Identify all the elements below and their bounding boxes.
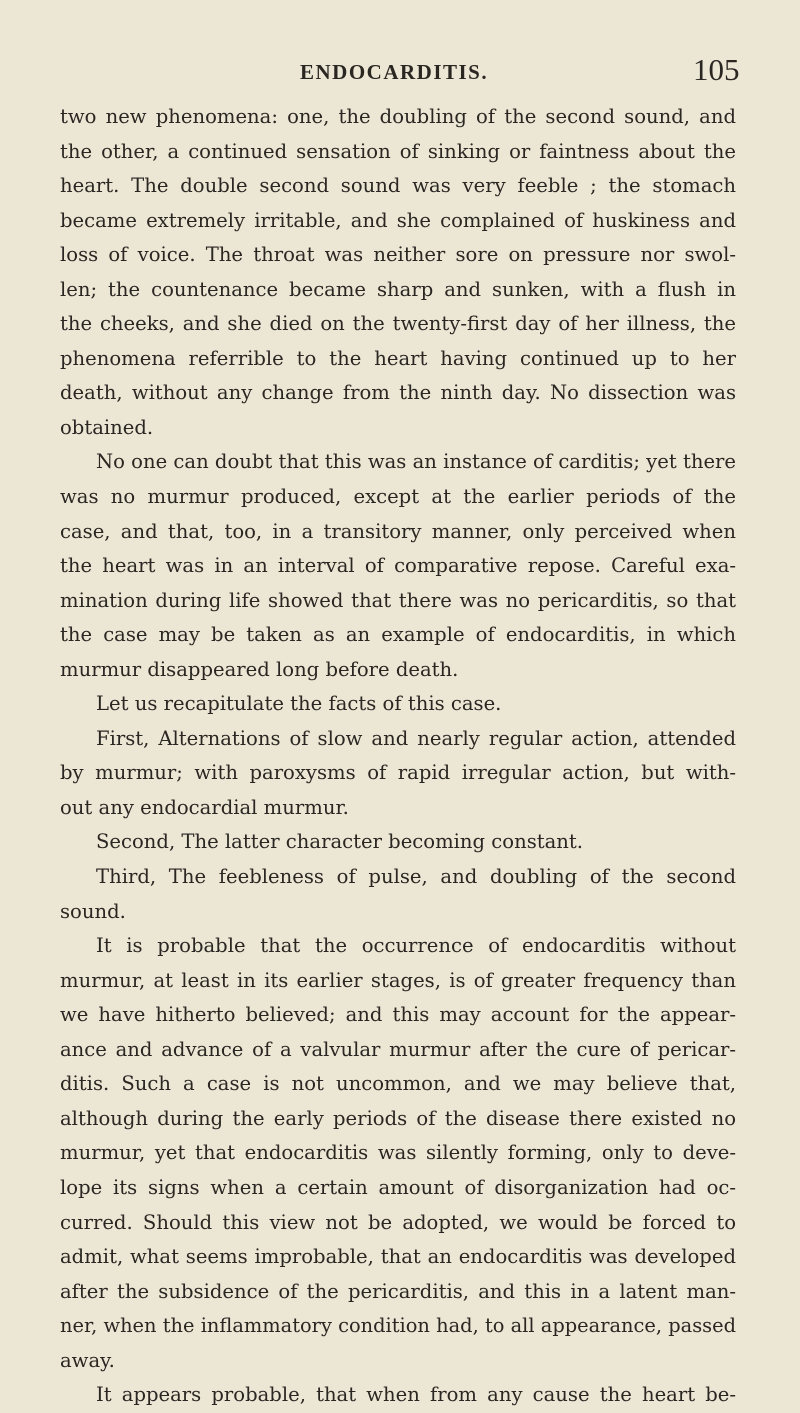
text-line: obtained. [60,415,154,439]
text-line: we have hitherto believed; and this may account for the appear- [60,1003,736,1027]
text-line: loss of voice. The throat was neither sore on pressure nor swol- [60,243,736,267]
text-line: curred. Should this view not be adopted, we would be forced to [60,1210,736,1234]
text-line: murmur, at least in its earlier stages, is of greater frequency than [60,968,736,992]
text-line: death, without any change from the ninth day. No dissection was [60,381,736,405]
body-text [60,100,736,1413]
text-line: mination during life showed that there was no pericarditis, so that [60,588,736,612]
text-line: lope its signs when a certain amount of disorganization had oc- [60,1175,736,1199]
text-line: although during the early periods of the disease there existed no [60,1106,736,1130]
text-line: ance and advance of a valvular murmur after the cure of pericar- [60,1037,736,1061]
page-header [0,52,800,92]
text-line: phenomena referrible to the heart having continued up to her [60,346,736,370]
text-line: Second, The latter character becoming constant. [96,830,584,854]
text-line: the case may be taken as an example of endocarditis, in which [60,623,736,647]
text-line: the heart was in an interval of comparative repose. Careful exa- [60,554,736,578]
text-line: out any endocardial murmur. [60,795,349,819]
text-line: away. [60,1348,115,1372]
text-line: two new phenomena: one, the doubling of the second sound, and [60,105,736,128]
text-line: sound. [60,899,126,923]
text-line: It appears probable, that when from any cause the heart be- [96,1383,736,1407]
text-line: murmur disappeared long before death. [60,657,459,681]
text-line: after the subsidence of the pericarditis, and this in a latent man- [60,1279,736,1303]
text-line: It is probable that the occurrence of endocarditis without [96,934,736,958]
text-line: Let us recapitulate the facts of this case. [96,692,502,716]
text-line: by murmur; with paroxysms of rapid irregular action, but with- [60,761,736,785]
page-number: 105 [693,52,740,87]
text-line: became extremely irritable, and she complained of huskiness and [60,208,736,232]
text-line: First, Alternations of slow and nearly regular action, attended [96,726,736,750]
text-line: ditis. Such a case is not uncommon, and we may believe that, [60,1072,736,1096]
text-line: len; the countenance became sharp and sunken, with a flush in [60,277,736,301]
text-line: the other, a continued sensation of sinking or faintness about the [60,139,736,163]
running-title: ENDOCARDITIS. [300,60,489,84]
text-line: was no murmur produced, except at the earlier periods of the [60,485,736,509]
text-line: the cheeks, and she died on the twenty-first day of her illness, the [60,312,736,336]
text-line: heart. The double second sound was very feeble ; the stomach [60,174,736,198]
text-line: admit, what seems improbable, that an endocarditis was developed [60,1245,736,1269]
text-line: No one can doubt that this was an instance of carditis; yet there [96,450,736,474]
text-line: ner, when the inflammatory condition had, to all appearance, passed [60,1314,736,1338]
text-line: murmur, yet that endocarditis was silently forming, only to deve- [60,1141,736,1165]
text-line: case, and that, too, in a transitory manner, only perceived when [60,519,736,543]
text-line: Third, The feebleness of pulse, and doubling of the second [96,865,736,889]
